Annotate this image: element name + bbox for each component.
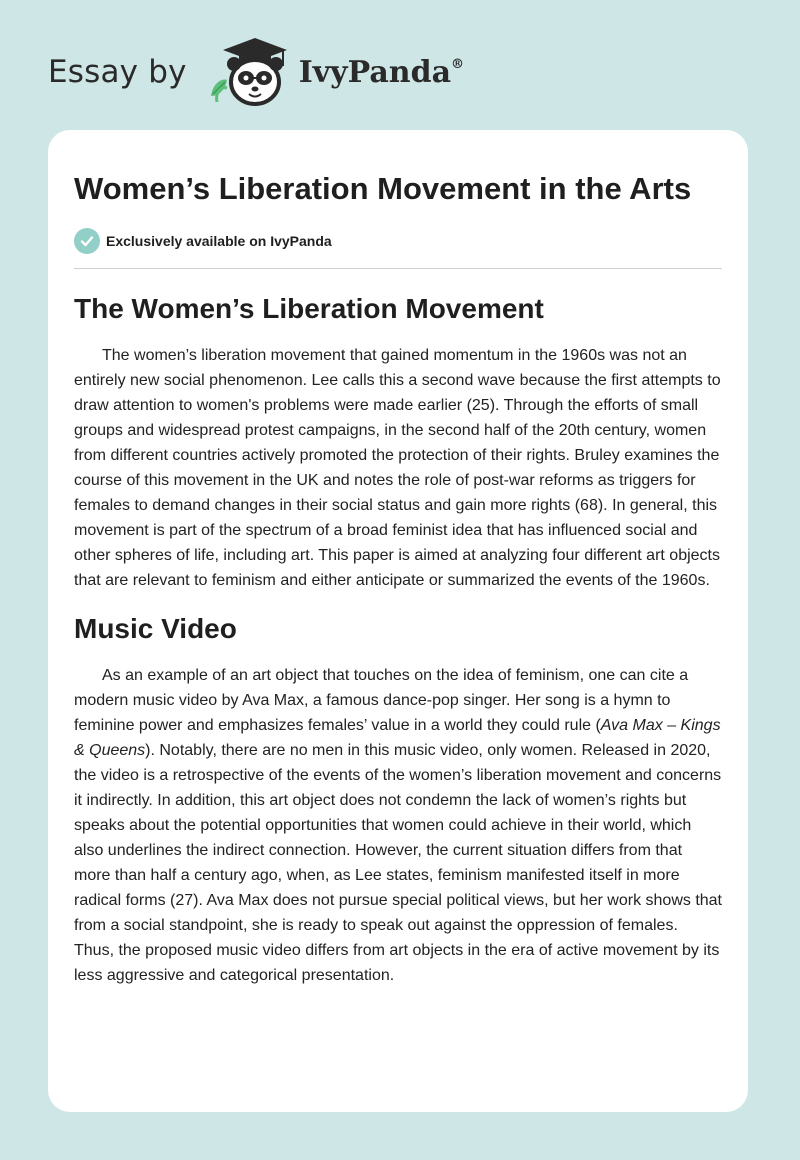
section-heading: The Women’s Liberation Movement (74, 293, 544, 324)
exclusive-badge (74, 228, 722, 254)
essay-by-label: Essay by (48, 54, 187, 90)
essay-title: Women’s Liberation Movement in the Arts (74, 171, 692, 206)
ivypanda-wordmark[interactable]: IvyPanda® (298, 54, 465, 90)
check-circle-icon (74, 228, 100, 254)
section-heading: Music Video (74, 613, 237, 644)
site-header (48, 36, 464, 108)
panda-logo-icon[interactable] (203, 36, 295, 108)
cited-work-title: Ava Max – Kings & Queens (74, 717, 721, 759)
exclusive-badge-label: Exclusively available on IvyPanda (106, 233, 332, 249)
title-divider (74, 268, 722, 269)
essay-card (48, 130, 748, 1112)
section-paragraph: The women’s liberation movement that gained momentum in the 1960s was not an entirely new social phenomenon. Lee calls this a second wave because the first attempts to draw attention to women's problems were made earlier (25). Through the efforts of small groups and widespread protest campaigns, in the second half of the 20th century, women from different countries actively promoted the protection of their rights. Bruley examines the course of this movement in the UK and notes the role of post-war reforms as triggers for females to demand changes in their social status and gain more rights (68). In general, this movement is part of the spectrum of a broad feminist idea that has influenced social and other spheres of life, including art. This paper is aimed at analyzing four different art objects that are relevant to feminism and either anticipate or summarized the events of the 1960s. (74, 347, 721, 589)
section-paragraph: As an example of an art object that touches on the idea of feminism, one can cite a modern music video by Ava Max, a famous dance-pop singer. Her song is a hymn to feminine power and emphasizes females’ value in a world they could rule (Ava Max – Kings & Queens). Notably, there are no men in this music video, only women. Released in 2020, the video is a retrospective of the events of the women’s liberation movement and concerns it indirectly. In addition, this art object does not condemn the lack of women’s rights but speaks about the potential opportunities that women could achieve in their world, which also underlines the indirect connection. However, the current situation differs from that more than half a century ago, when, as Lee states, feminism manifested itself in more radical forms (27). Ava Max does not pursue special political views, but her work shows that from a social standpoint, she is ready to speak out against the oppression of females. Thus, the proposed music video differs from art objects in the era of active movement by its less aggressive and categorical presentation. (74, 667, 722, 984)
